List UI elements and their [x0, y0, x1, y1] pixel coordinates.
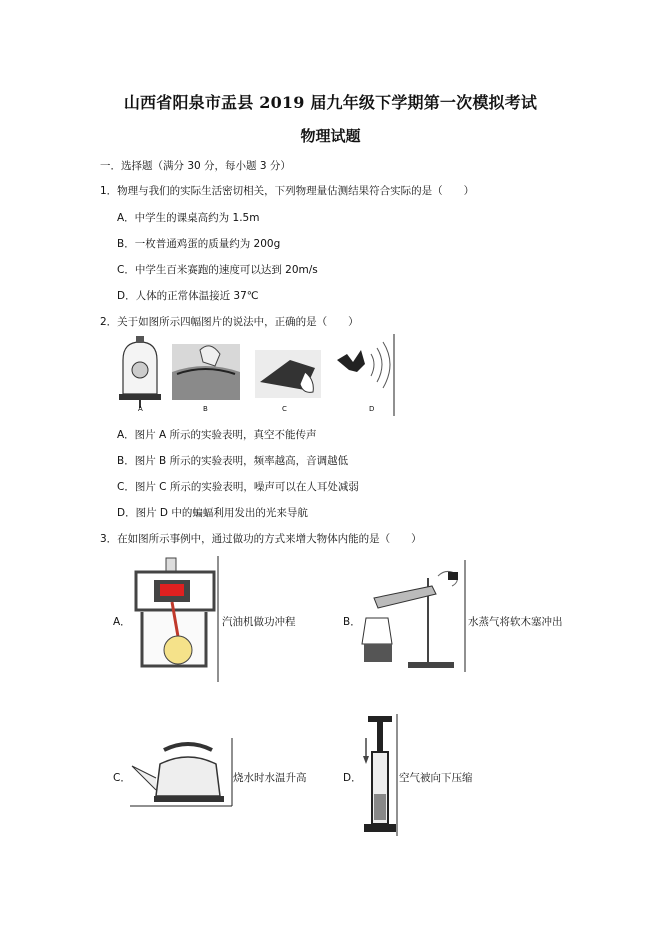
bat-figure [337, 334, 394, 416]
question-1-stem: 1．物理与我们的实际生活密切相关，下列物理量估测结果符合实际的是（ ） [100, 185, 475, 197]
question-3-option-c-letter: C． [113, 772, 131, 784]
kettle-figure [128, 738, 234, 810]
figure-label-a: A [138, 405, 143, 413]
steam-cork-figure [360, 560, 468, 672]
question-1-option-d: D．人体的正常体温接近 37℃ [117, 290, 259, 302]
section-heading: 一．选择题（满分 30 分，每小题 3 分） [100, 160, 291, 172]
question-2-option-d: D．图片 D 中的蝙蝠利用发出的光来导航 [117, 507, 308, 519]
engine-figure [128, 556, 220, 682]
question-3-option-b-letter: B． [343, 616, 361, 628]
question-1-option-a: A．中学生的课桌高约为 1.5m [117, 212, 260, 224]
question-3-option-a-letter: A． [113, 616, 131, 628]
exam-title: 山西省阳泉市盂县 2019 届九年级下学期第一次模拟考试 [123, 93, 538, 112]
ear-figure [255, 350, 321, 398]
question-2-option-c: C．图片 C 所示的实验表明，噪声可以在人耳处减弱 [117, 481, 359, 493]
question-3-option-a-caption: 汽油机做功冲程 [222, 616, 296, 628]
figure-label-d: D [369, 405, 375, 413]
figure-label-b: B [203, 405, 208, 413]
question-3-option-c-caption: 烧水时水温升高 [233, 772, 307, 784]
air-compression-figure [360, 714, 400, 836]
comb-figure [172, 344, 240, 400]
question-2-figure-strip [115, 332, 400, 417]
question-3-stem: 3．在如图所示事例中，通过做功的方式来增大物体内能的是（ ） [100, 533, 422, 545]
figure-label-c: C [282, 405, 287, 413]
question-1-option-c: C．中学生百米赛跑的速度可以达到 20m/s [117, 264, 318, 276]
question-3-option-b-caption: 水蒸气将软木塞冲出 [468, 616, 563, 628]
question-1-option-b: B．一枚普通鸡蛋的质量约为 200g [117, 238, 281, 250]
question-3-option-d-letter: D． [343, 772, 362, 784]
question-2-stem: 2．关于如图所示四幅图片的说法中，正确的是（ ） [100, 316, 359, 328]
exam-subtitle: 物理试题 [300, 127, 361, 145]
question-3-option-d-caption: 空气被向下压缩 [399, 772, 473, 784]
question-2-option-a: A．图片 A 所示的实验表明，真空不能传声 [117, 429, 317, 441]
bell-jar-figure [119, 336, 161, 408]
question-2-option-b: B．图片 B 所示的实验表明，频率越高，音调越低 [117, 455, 349, 467]
